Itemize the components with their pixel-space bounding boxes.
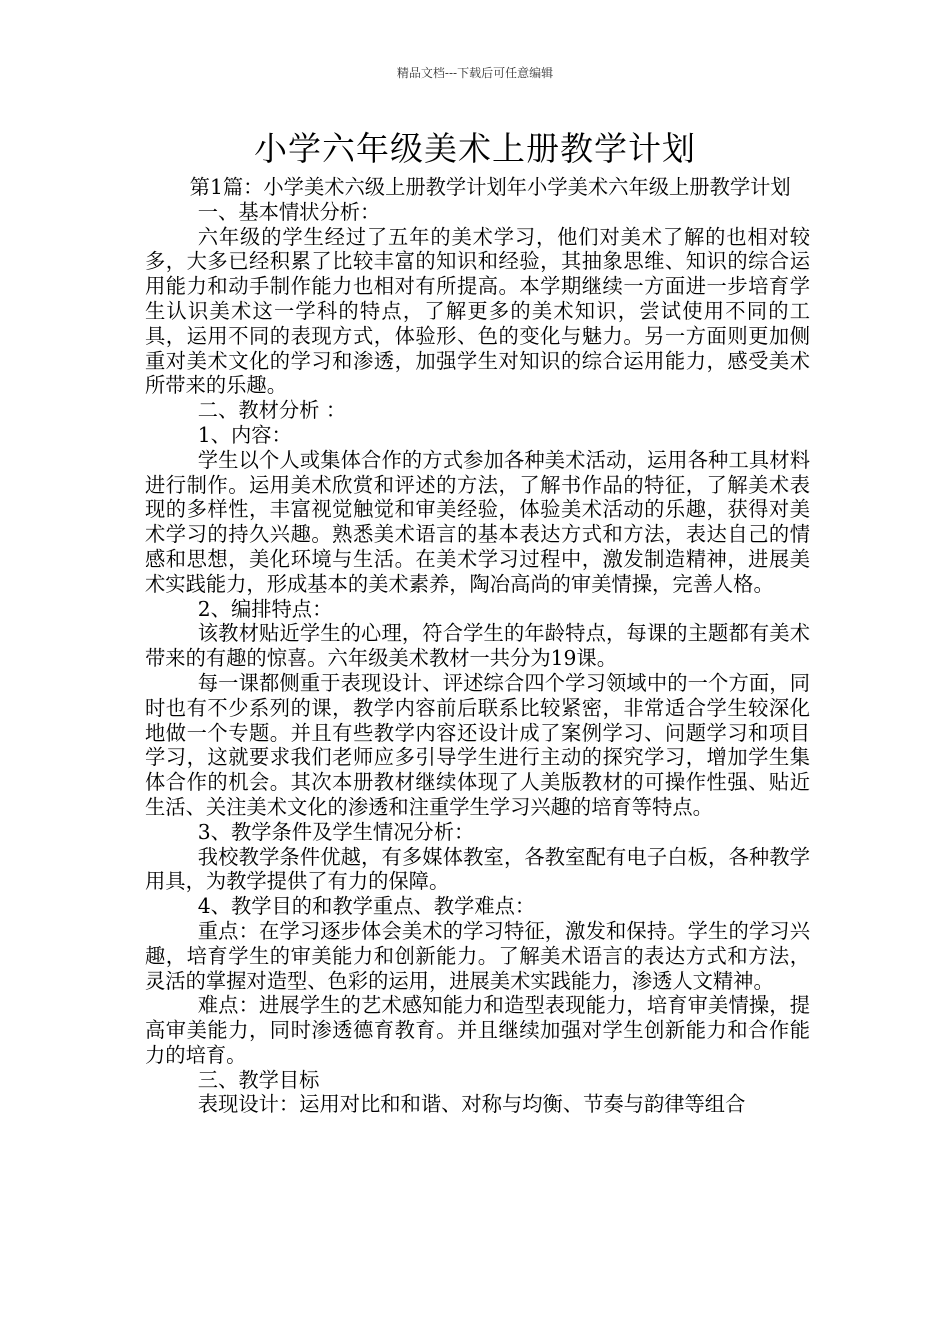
paragraph: 我校教学条件优越，有多媒体教室，各教室配有电子白板，各种教学用具，为教学提供了有力的保障。 [145, 844, 810, 894]
paragraph: 六年级的学生经过了五年的美术学习，他们对美术了解的也相对较多，大多已经积累了比较丰富的知识和经验，其抽象思维、知识的综合运用能力和动手制作能力也相对有所提高。本学期继续一方面进一步培育学生认识美术这一学科的特点，了解更多的美术知识，尝试使用不同的工具，运用不同的表现方式，体验形、色的变化与魅力。另一方面则更加侧重对美术文化的学习和渗透，加强学生对知识的综合运用能力，感受美术所带来的乐趣。 [145, 224, 810, 398]
paragraph: 学生以个人或集体合作的方式参加各种美术活动，运用各种工具材料进行制作。运用美术欣赏和评述的方法，了解书作品的特征，了解美术表现的多样性，丰富视觉触觉和审美经验，体验美术活动的乐趣，获得对美术学习的持久兴趣。熟悉美术语言的基本表达方式和方法，表达自己的情感和思想，美化环境与生活。在美术学习过程中，激发制造精神，进展美术实践能力，形成基本的美术素养，陶冶高尚的审美情操，完善人格。 [145, 447, 810, 596]
paragraph: 难点：进展学生的艺术感知能力和造型表现能力，培育审美情操，提高审美能力，同时渗透德育教育。并且继续加强对学生创新能力和合作能力的培育。 [145, 993, 810, 1067]
subsection-heading: 1、内容： [197, 422, 292, 447]
document-body [145, 175, 810, 1117]
page-header-note: 精品文档---下载后可任意编辑 [396, 66, 554, 80]
subsection-heading: 2、编排特点： [197, 596, 333, 621]
subsection-heading: 4、教学目的和教学重点、教学难点： [197, 894, 536, 919]
document-title: 小学六年级美术上册教学计划 [254, 129, 696, 168]
section-heading-3: 三、教学目标 [197, 1067, 320, 1092]
paragraph: 该教材贴近学生的心理，符合学生的年龄特点，每课的主题都有美术带来的有趣的惊喜。六年级美术教材一共分为19课。 [145, 621, 810, 671]
paragraph: 每一课都侧重于表现设计、评述综合四个学习领域中的一个方面，同时也有不少系列的课，教学内容前后联系比较紧密，非常适合学生较深化地做一个专题。并且有些教学内容还设计成了案例学习、问题学习和项目学习，这就要求我们老师应多引导学生进行主动的探究学习，增加学生集体合作的机会。其次本册教材继续体现了人美版教材的可操作性强、贴近生活、关注美术文化的渗透和注重学生学习兴趣的培育等特点。 [145, 670, 810, 819]
subsection-heading: 3、教学条件及学生情况分析： [197, 819, 475, 844]
section-heading-2: 二、教材分析 ： [197, 398, 347, 423]
section-heading-1: 一、基本情状分析： [197, 199, 381, 224]
paragraph-intro: 第1篇：小学美术六级上册教学计划年小学美术六年级上册教学计划 [189, 175, 791, 199]
paragraph: 重点：在学习逐步体会美术的学习特征，激发和保持。学生的学习兴趣，培育学生的审美能力和创新能力。了解美术语言的表达方式和方法，灵活的掌握对造型、色彩的运用，进展美术实践能力，渗透人文精神。 [145, 918, 810, 993]
paragraph: 表现设计：运用对比和和谐、对称与均衡、节奏与韵律等组合 [197, 1092, 746, 1117]
